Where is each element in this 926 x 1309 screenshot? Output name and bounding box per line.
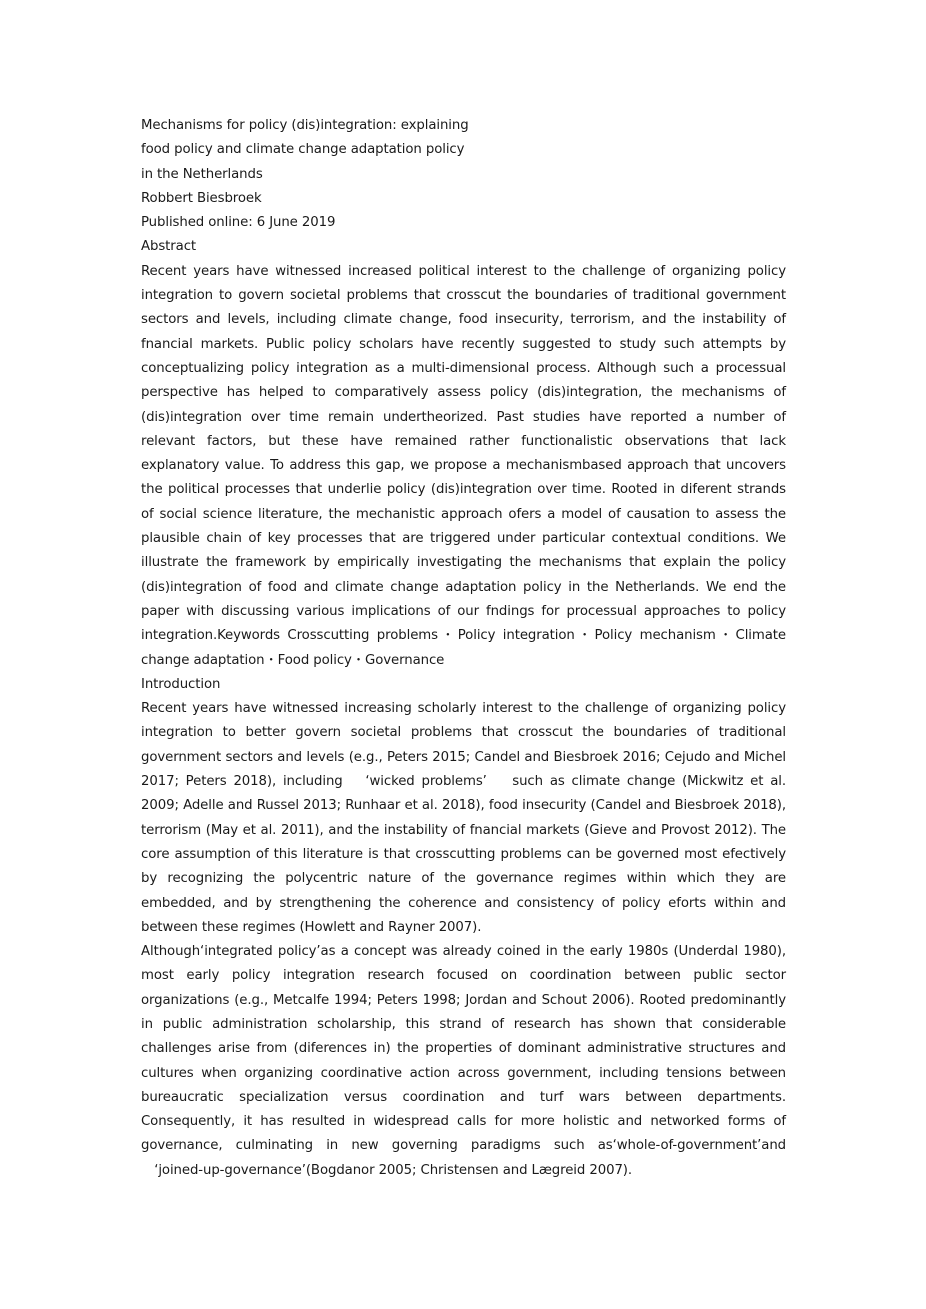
introduction-paragraph-1: Recent years have witnessed increasing scholarly interest to the challenge of organizing policy integration to better govern societal problems that crosscut the boundaries of traditional government sectors and levels (e.g., Peters 2015; Candel and Biesbroek 2016; Cejudo and Michel 2017; Peters 2018), including ‘wicked problems’ such as climate change (Mickwitz et al. 2009; Adelle and Russel 2013; Runhaar et al. 2018), food insecurity (Candel and Biesbroek 2018), terrorism (May et al. 2011), and the instability of fnancial markets (Gieve and Provost 2012). The core assumption of this literature is that crosscutting problems can be governed most efectively by recognizing the polycentric nature of the governance regimes within which they are embedded, and by strengthening the coherence and consistency of policy eforts within and between these regimes (Howlett and Rayner 2007). [141,701,786,935]
paper-title-line-2: food policy and climate change adaptation policy [141,142,465,158]
paper-title-line-3: in the Netherlands [141,166,263,182]
paper-title-line-1: Mechanisms for policy (dis)integration: explaining [141,118,469,133]
introduction-paragraph-2: Although‘integrated policy’as a concept was already coined in the early 1980s (Underdal 1980), most early policy integration research focused on coordination between public sector organizations (e.g., Metcalfe 1994; Peters 1998; Jordan and Schout 2006). Rooted predominantly in public administration scholarship, this strand of research has shown that considerable challenges arise from (diferences in) the properties of dominant administrative structures and cultures when organizing coordinative action across government, including tensions between bureaucratic specialization versus coordination and turf wars between departments. Consequently, it has resulted in widespread calls for more holistic and networked forms of governance, culminating in new governing paradigms such as‘whole-of-government’and ‘joined-up-governance’(Bogdanor 2005; Christensen and Lægreid 2007). [141,944,786,1178]
author-name: Robbert Biesbroek [141,190,262,206]
abstract-paragraph: Recent years have witnessed increased political interest to the challenge of organizing policy integration to govern societal problems that crosscut the boundaries of traditional government sectors and levels, including climate change, food insecurity, terrorism, and the instability of fnancial markets. Public policy scholars have recently suggested to study such attempts by conceptualizing policy integration as a multi-dimensional process. Although such a processual perspective has helped to comparatively assess policy (dis)integration, the mechanisms of (dis)integration over time remain undertheorized. Past studies have reported a number of relevant factors, but these have remained rather functionalistic observations that lack explanatory value. To address this gap, we propose a mechanismbased approach that uncovers the political processes that underlie policy (dis)integration over time. Rooted in diferent strands of social science literature, the mechanistic approach ofers a model of causation to assess the plausible chain of key processes that are triggered under particular contextual conditions. We illustrate the framework by empirically investigating the mechanisms that explain the policy (dis)integration of food and climate change adaptation policy in the Netherlands. We end the paper with discussing various implications of our fndings for processual approaches to policy integration.Keywords Crosscutting problems・Policy integration・Policy mechanism・Climate change adaptation・Food policy・Governance [141,263,786,668]
introduction-heading: Introduction [141,676,221,692]
paper-page [141,114,786,1183]
abstract-heading: Abstract [141,239,197,255]
publication-date: Published online: 6 June 2019 [141,215,336,231]
